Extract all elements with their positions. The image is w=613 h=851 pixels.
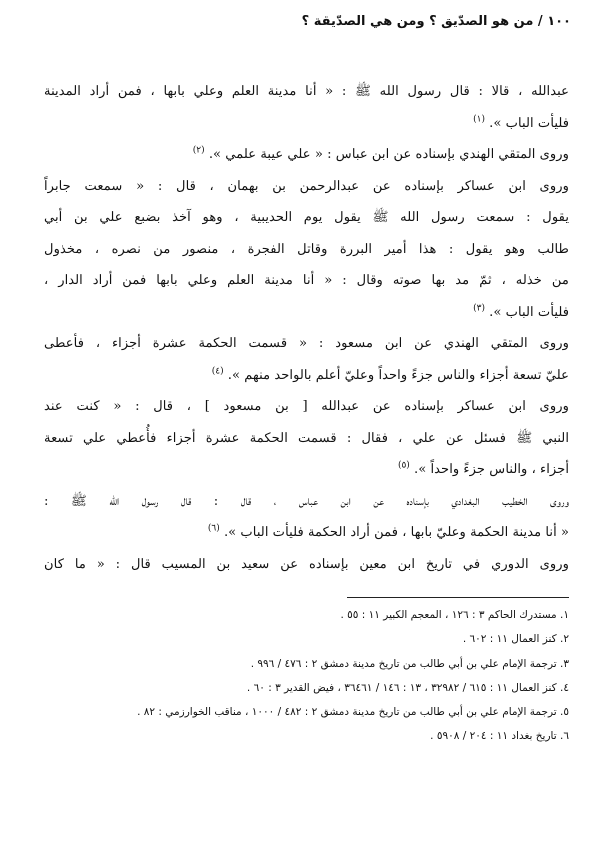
footnote: ٥. ترجمة الإمام علي بن أبي طالب من تاريخ مدينة دمشق ٢ : ٤٨٢ / ١٠٠٠ ، مناقب الخوارزمي : ٨٢ .: [137, 706, 569, 719]
footnote: ٣. ترجمة الإمام علي بن أبي طالب من تاريخ مدينة دمشق ٢ : ٤٧٦ / ٩٩٦ .: [250, 657, 569, 670]
footnote: ٢. كنز العمال ١١ : ٦٠٢ .: [462, 633, 569, 646]
text-line: النبي ﷺ فسئل عن علي ، فقال : قسمت الحكمة عشرة أجزاء فأُعطي علي تسعة: [44, 430, 569, 446]
text-line: وروى المتقي الهندي عن ابن مسعود : « قسمت الحكمة عشرة أجزاء ، فأعطى: [44, 336, 569, 351]
footnote: ٦. تاريخ بغداد ١١ : ٢٠٤ / ٥٩٠٨ .: [430, 730, 569, 743]
text-line: وروى ابن عساكر بإسناده عن عبدالرحمن بن بهمان ، قال : « سمعت جابراً: [44, 178, 569, 194]
body-text: [44, 76, 569, 580]
page-header: ١٠٠ / من هو الصدّيق ؟ ومن هي الصدّيقة ؟: [301, 14, 571, 29]
footnote: ١. مستدرك الحاكم ٣ : ١٢٦ ، المعجم الكبير ١١ : ٥٥ .: [340, 609, 569, 621]
footnote-ref: (٦): [207, 523, 220, 534]
footnote-ref: (٣): [473, 303, 485, 314]
text-line: فليأت الباب ». $^{(١)}$: [473, 114, 569, 131]
text-line: وروى الخطيب البغدادي بإسناده عن ابن عباس ، قال : قال رسول الله ﷺ :: [44, 493, 569, 509]
text-line: عبدالله ، قالا : قال رسول الله ﷺ : « أنا مدينة العلم وعلي بابها ، فمن أراد المدينة: [44, 84, 569, 99]
footnote-ref: (٥): [397, 460, 410, 471]
footnote-ref: (٤): [211, 366, 224, 377]
text-line: وروى ابن عساكر بإسناده عن عبدالله [ بن مسعود ] ، قال : « كنت عند: [44, 399, 569, 414]
text-line: « أنا مدينة الحكمة وعليّ بابها ، فمن أراد الحكمة فليأت الباب ». $^{(٦)}$: [207, 523, 569, 540]
text-line: وروى الدوري في تاريخ ابن معين بإسناده عن سعيد بن المسيب قال : « ما كان: [44, 556, 569, 572]
footnote-ref: (١): [473, 114, 485, 125]
text-line: طالب وهو يقول : هذا أمير البررة وقاتل الفجرة ، منصور من نصره ، مخذول: [44, 241, 569, 257]
text-line: من خذله ، ثمّ مد بها صوته وقال : « أنا مدينة العلم وعلي بابها فمن أراد الدار ،: [44, 273, 569, 288]
footnote-ref: (٢): [192, 145, 205, 156]
text-line: أجزاء ، والناس جزءً واحداً ». $^{(٥)}$: [397, 460, 569, 477]
text-line: فليأت الباب ». $^{(٣)}$: [473, 303, 569, 320]
text-line: عليّ تسعة أجزاء والناس جزءً واحداً وعليّ أعلم بالواحد منهم ». $^{(٤)}$: [211, 366, 569, 383]
text-line: يقول : سمعت رسول الله ﷺ يقول يوم الحديبية ، وهو آخذ بضبع علي بن أبي: [44, 210, 569, 225]
footnotes: [44, 603, 569, 749]
text-line: وروى المتقي الهندي بإسناده عن ابن عباس : « علي عيبة علمي ». $^{(٢)}$: [192, 145, 569, 162]
footnote-divider: [347, 597, 569, 598]
footnote: ٤. كنز العمال ١١ : ٦١٥ / ٣٢٩٨٢ ، ١٣ : ١٤٦ / ٣٦٤٦١ ، فيض القدير ٣ : ٦٠ .: [246, 681, 569, 694]
